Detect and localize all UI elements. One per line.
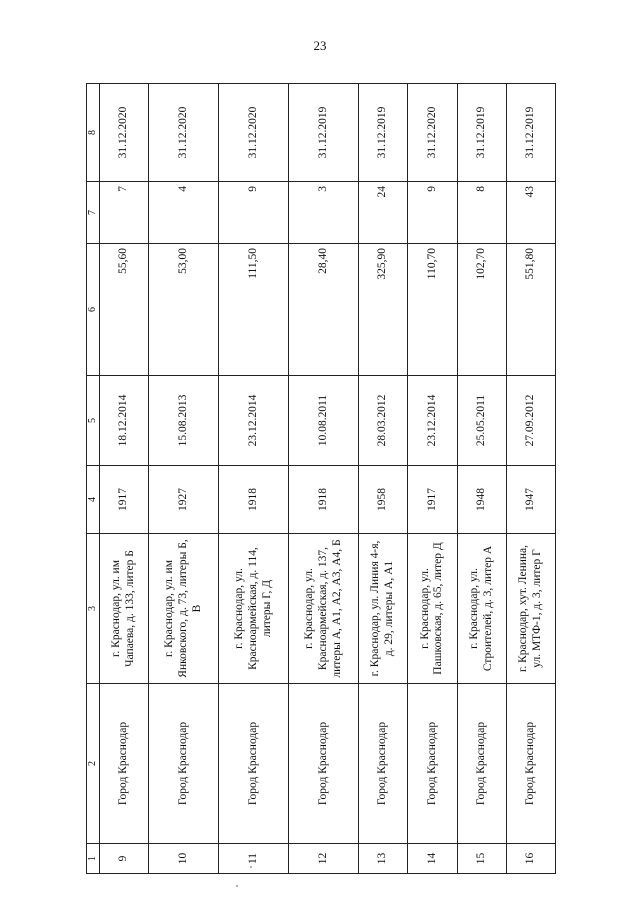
date-cell: 28.03.2012: [359, 376, 408, 466]
year-cell: 1918: [289, 466, 359, 534]
locality-cell: Город Краснодар: [149, 684, 219, 844]
deadline-cell: 31.12.2019: [359, 84, 408, 182]
column-number: 2: [87, 684, 100, 844]
column-number: 6: [87, 244, 100, 376]
count-cell: 9: [219, 182, 289, 244]
scan-speck: [236, 885, 238, 887]
address-cell: г. Краснодар, ул. Красноармейская, д. 114, литеры Г, Д: [219, 534, 289, 684]
date-cell: 23.12.2014: [408, 376, 457, 466]
address-cell: г. Краснодар, ул. Пашковская, д. 65, литер Д: [408, 534, 457, 684]
count-cell: 43: [506, 182, 555, 244]
year-cell: 1958: [359, 466, 408, 534]
area-cell: 551,80: [506, 244, 555, 376]
deadline-cell: 31.12.2020: [408, 84, 457, 182]
deadline-cell: 31.12.2019: [506, 84, 555, 182]
table-row: [359, 84, 408, 874]
locality-cell: Город Краснодар: [359, 684, 408, 844]
column-number: 3: [87, 534, 100, 684]
address-cell: г. Краснодар, хут. Ленина, ул. МТФ-1, д. 3, литер Г: [506, 534, 555, 684]
count-cell: 7: [100, 182, 149, 244]
area-cell: 53,00: [149, 244, 219, 376]
table-row: [100, 84, 149, 874]
row-number: 14: [408, 844, 457, 874]
count-cell: 9: [408, 182, 457, 244]
deadline-cell: 31.12.2019: [457, 84, 506, 182]
locality-cell: Город Краснодар: [408, 684, 457, 844]
count-cell: 3: [289, 182, 359, 244]
year-cell: 1917: [408, 466, 457, 534]
column-number: 7: [87, 182, 100, 244]
housing-registry-table: [86, 83, 556, 874]
area-cell: 102,70: [457, 244, 506, 376]
address-cell: г. Краснодар, ул. Строителей, д. 3, литер А: [457, 534, 506, 684]
table-body: [87, 84, 556, 874]
date-cell: 23.12.2014: [219, 376, 289, 466]
area-cell: 325,90: [359, 244, 408, 376]
year-cell: 1927: [149, 466, 219, 534]
page-number: 23: [313, 38, 327, 53]
area-cell: 111,50: [219, 244, 289, 376]
row-number: 13: [359, 844, 408, 874]
row-number: 10: [149, 844, 219, 874]
date-cell: 27.09.2012: [506, 376, 555, 466]
count-cell: 24: [359, 182, 408, 244]
locality-cell: Город Краснодар: [289, 684, 359, 844]
date-cell: 25.05.2011: [457, 376, 506, 466]
column-number: 4: [87, 466, 100, 534]
deadline-cell: 31.12.2020: [149, 84, 219, 182]
year-cell: 1917: [100, 466, 149, 534]
column-number: 5: [87, 376, 100, 466]
count-cell: 8: [457, 182, 506, 244]
row-number: 15: [457, 844, 506, 874]
year-cell: 1947: [506, 466, 555, 534]
locality-cell: Город Краснодар: [219, 684, 289, 844]
year-cell: 1948: [457, 466, 506, 534]
row-number: 9: [100, 844, 149, 874]
column-number: 1: [87, 844, 100, 874]
scan-speck: [250, 866, 252, 868]
table-row: [506, 84, 555, 874]
address-cell: г. Краснодар, ул. Красноармейская, д. 137, литеры А, А1, А2, А3, А4, Б: [289, 534, 359, 684]
date-cell: 15.08.2013: [149, 376, 219, 466]
table-row: [457, 84, 506, 874]
column-number: 8: [87, 84, 100, 182]
column-number-row: [87, 84, 100, 874]
address-cell: г. Краснодар, ул. им Чапаева, д. 133, литер Б: [100, 534, 149, 684]
date-cell: 10.08.2011: [289, 376, 359, 466]
area-cell: 55,60: [100, 244, 149, 376]
deadline-cell: 31.12.2020: [100, 84, 149, 182]
table-row: [149, 84, 219, 874]
table-row: [219, 84, 289, 874]
row-number: 16: [506, 844, 555, 874]
deadline-cell: 31.12.2019: [289, 84, 359, 182]
area-cell: 110,70: [408, 244, 457, 376]
count-cell: 4: [149, 182, 219, 244]
date-cell: 18.12.2014: [100, 376, 149, 466]
table-container: [86, 84, 556, 874]
address-cell: г. Краснодар, ул. Линия 4-я, д. 29, литеры А, А1: [359, 534, 408, 684]
locality-cell: Город Краснодар: [100, 684, 149, 844]
row-number: 12: [289, 844, 359, 874]
row-number: 11: [219, 844, 289, 874]
address-cell: г. Краснодар, ул. им Янковского, д. 73, литеры Б, В: [149, 534, 219, 684]
table-row: [408, 84, 457, 874]
locality-cell: Город Краснодар: [506, 684, 555, 844]
deadline-cell: 31.12.2020: [219, 84, 289, 182]
year-cell: 1918: [219, 466, 289, 534]
table-row: [289, 84, 359, 874]
locality-cell: Город Краснодар: [457, 684, 506, 844]
area-cell: 28,40: [289, 244, 359, 376]
